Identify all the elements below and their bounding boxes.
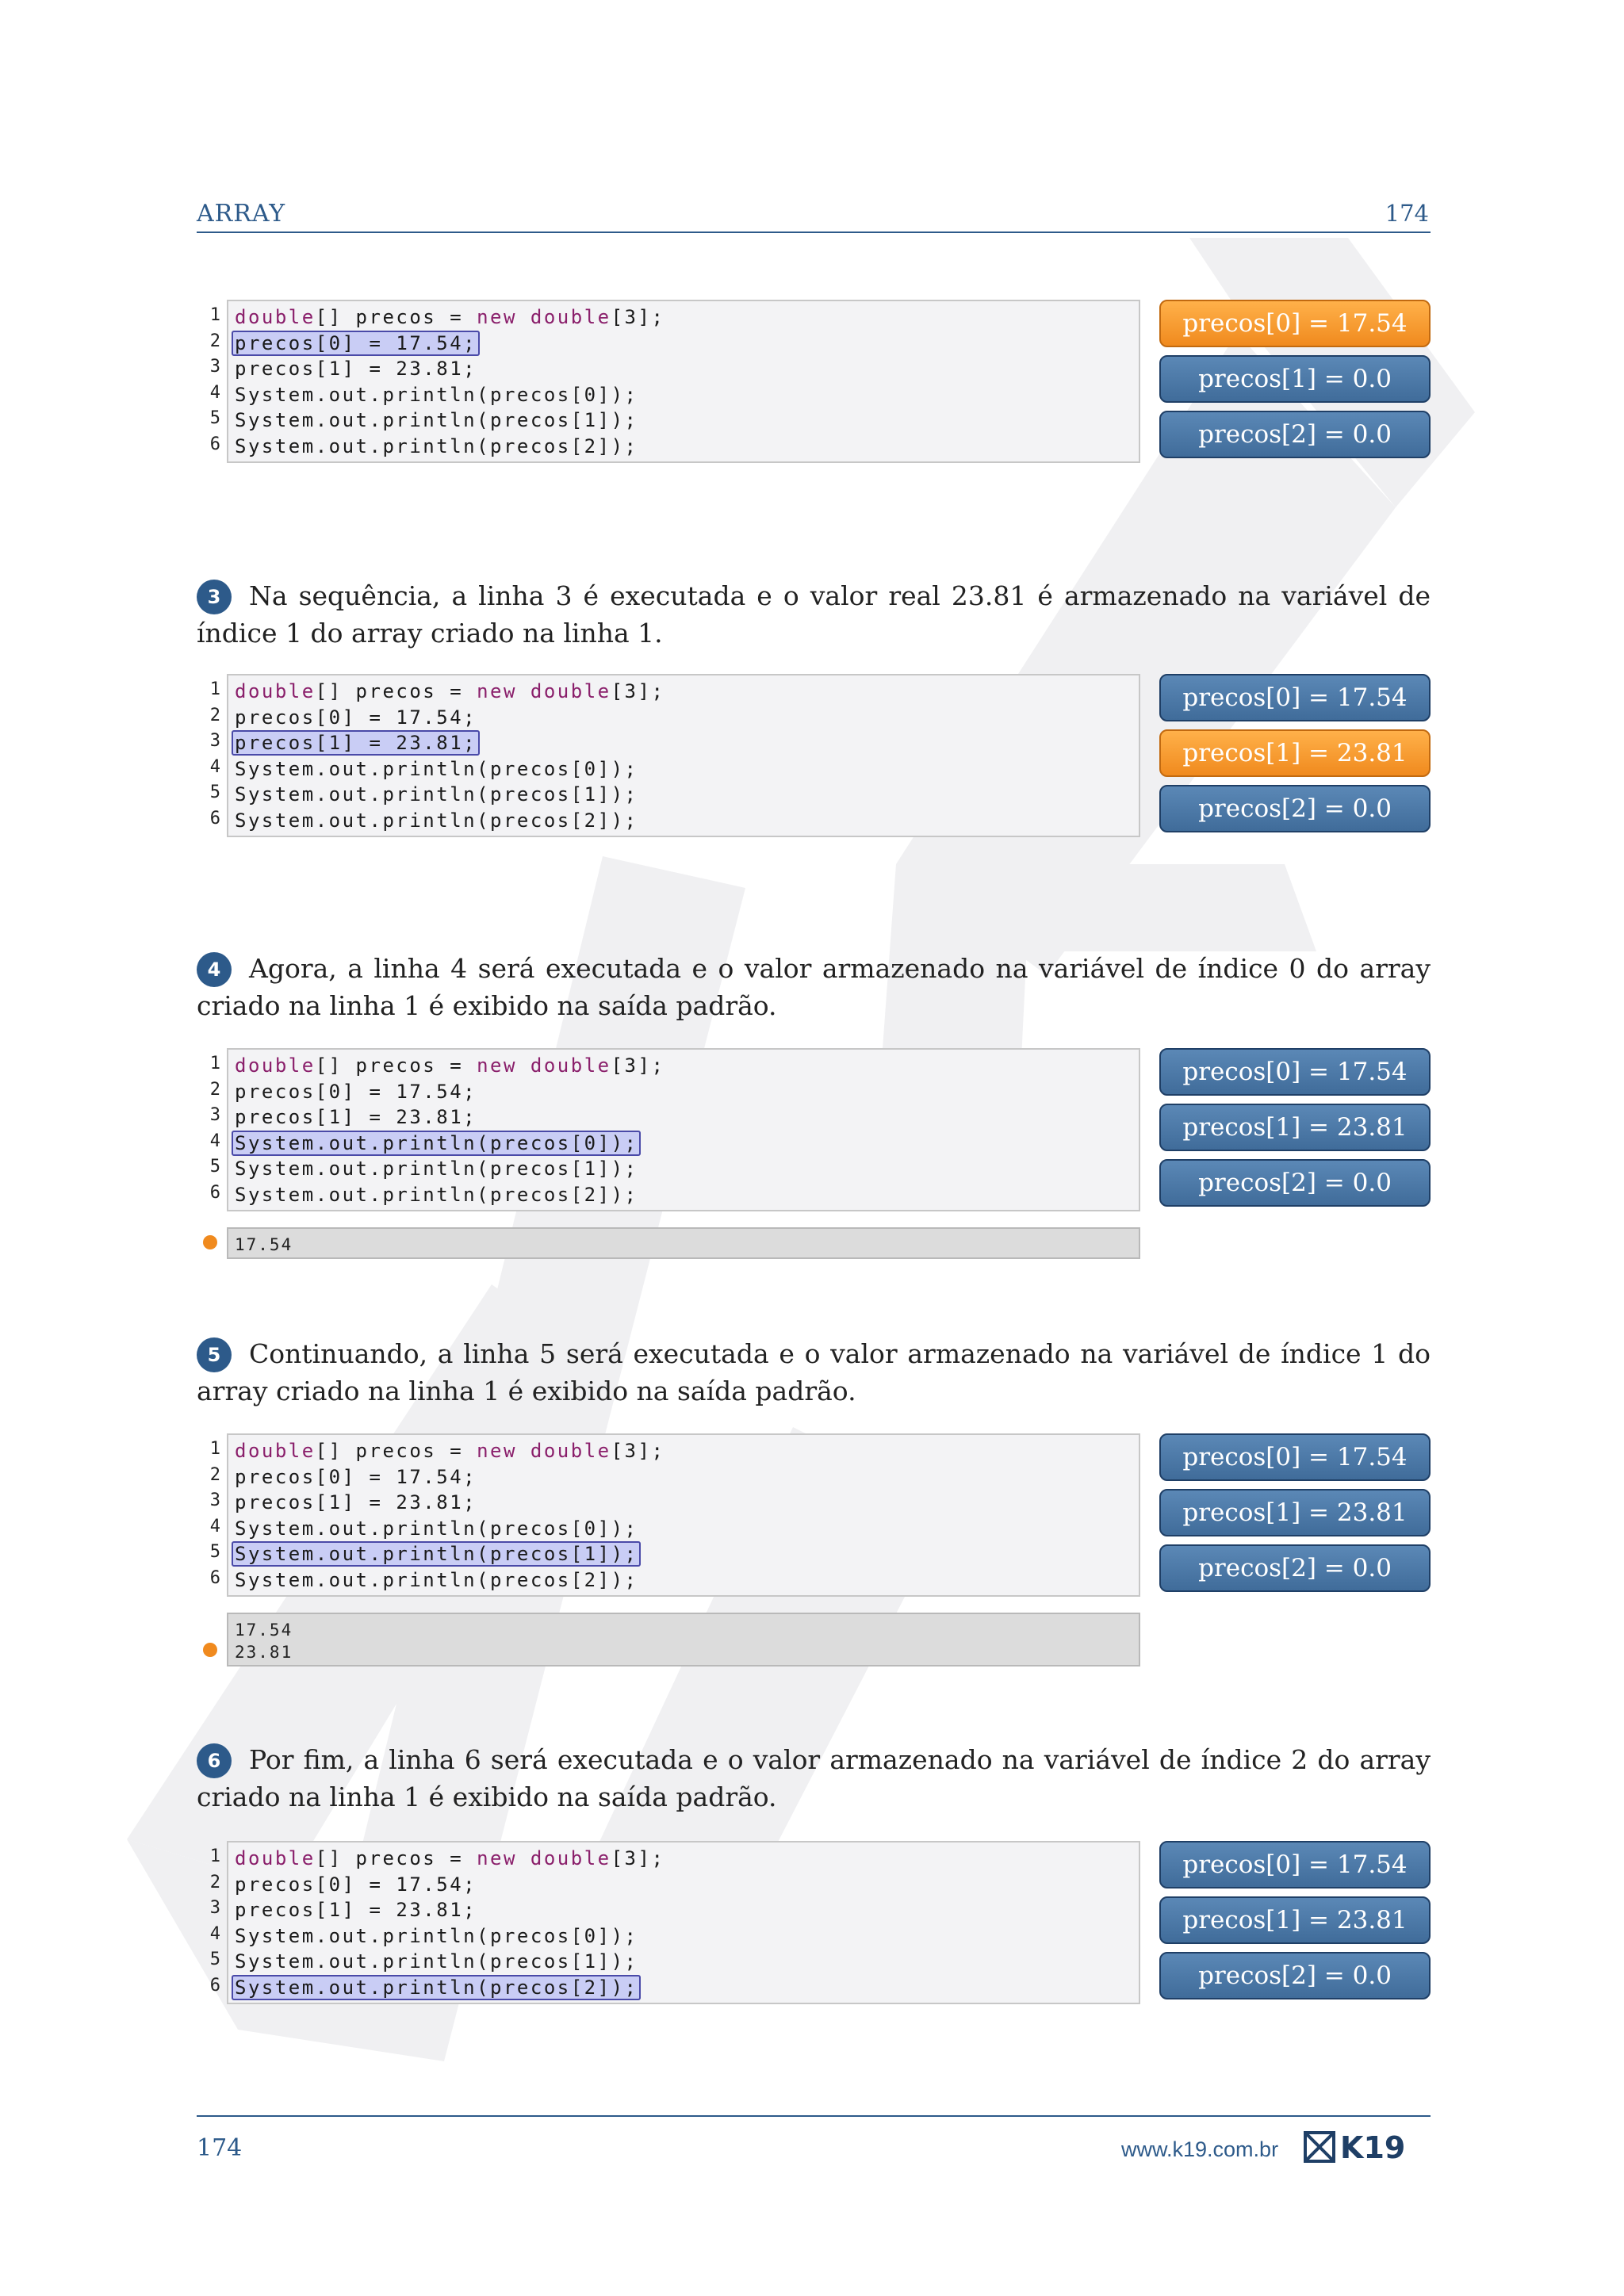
output-line: 23.81 [235, 1643, 293, 1662]
step-description [197, 1741, 1431, 1816]
highlighted-statement: precos[1] = 23.81; [232, 730, 480, 756]
array-variable-1: precos[1] = 23.81 [1159, 1104, 1431, 1151]
line-number: 2 [209, 1079, 220, 1100]
keyword: new [477, 680, 517, 702]
code-line: precos[1] = 23.81; [235, 1491, 477, 1514]
line-number: 1 [209, 679, 220, 699]
array-variable-0: precos[0] = 17.54 [1159, 674, 1431, 721]
array-variable-2: precos[2] = 0.0 [1159, 1544, 1431, 1592]
line-number: 6 [209, 808, 220, 828]
keyword: double [530, 1440, 611, 1462]
array-variable-2: precos[2] = 0.0 [1159, 411, 1431, 458]
footer-url[interactable]: www.k19.com.br [1121, 2137, 1279, 2161]
line-numbers [197, 677, 220, 832]
step-description [197, 950, 1431, 1024]
keyword: double [235, 1847, 316, 1869]
code-line: System.out.println(precos[1]); [235, 409, 638, 432]
line-number: 5 [209, 1950, 220, 1970]
highlighted-statement: precos[0] = 17.54; [232, 331, 480, 356]
line-number: 2 [209, 331, 220, 351]
line-number: 2 [209, 1464, 220, 1485]
code-line: System.out.println(precos[2]); [235, 434, 638, 457]
line-number: 1 [209, 1439, 220, 1459]
step-number-badge: 5 [197, 1337, 232, 1372]
code-line: precos[1] = 23.81; [235, 1106, 477, 1129]
array-variable-2: precos[2] = 0.0 [1159, 785, 1431, 832]
line-number: 6 [209, 1182, 220, 1203]
output-indicator-dot [203, 1235, 217, 1249]
output-indicator-dot [203, 1643, 217, 1657]
output-lines [235, 1234, 293, 1256]
array-variable-1: precos[1] = 23.81 [1159, 729, 1431, 777]
code-line: System.out.println(precos[1]); [235, 783, 638, 806]
code-line: System.out.println(precos[2]); [235, 1568, 638, 1591]
code-listing [227, 1433, 1140, 1597]
output-lines [235, 1619, 293, 1663]
step-text: Por fim, a linha 6 será executada e o valor armazenado na variável de índice 2 do array criado na linha 1 é exibido na saída padrão. [197, 1744, 1431, 1812]
line-number: 3 [209, 357, 220, 377]
code-line: System.out.println(precos[1]); [235, 1158, 638, 1181]
line-number: 4 [209, 1923, 220, 1944]
keyword: double [235, 1440, 316, 1462]
logo-text: K19 [1340, 2131, 1406, 2163]
keyword: double [530, 306, 611, 328]
step-number-badge: 6 [197, 1743, 232, 1778]
array-variable-0: precos[0] = 17.54 [1159, 1841, 1431, 1888]
array-variable-1: precos[1] = 23.81 [1159, 1896, 1431, 1944]
line-number: 3 [209, 1490, 220, 1511]
output-line: 17.54 [235, 1621, 293, 1640]
code-line [235, 730, 665, 756]
highlighted-statement: System.out.println(precos[0]); [232, 1131, 641, 1156]
keyword: new [477, 1847, 517, 1869]
step-number-badge: 4 [197, 952, 232, 987]
line-number: 5 [209, 408, 220, 429]
keyword: new [477, 306, 517, 328]
array-variable-2: precos[2] = 0.0 [1159, 1159, 1431, 1207]
line-number: 1 [209, 1054, 220, 1073]
standard-output [227, 1613, 1140, 1667]
code-line: double[] precos = new double[3]; [235, 1440, 665, 1462]
output-line: 17.54 [235, 1235, 293, 1254]
keyword: double [235, 306, 316, 328]
code-line: double[] precos = new double[3]; [235, 1847, 665, 1869]
code-line: double[] precos = new double[3]; [235, 680, 665, 702]
header-page-number: 174 [1385, 200, 1429, 227]
line-number: 4 [209, 756, 220, 777]
code-line: double[] precos = new double[3]; [235, 306, 665, 328]
code-line: System.out.println(precos[0]); [235, 757, 638, 780]
code-line: precos[0] = 17.54; [235, 1080, 477, 1103]
code-line: System.out.println(precos[0]); [235, 383, 638, 406]
step-text: Agora, a linha 4 será executada e o valor armazenado na variável de índice 0 do array criado na linha 1 é exibido na saída padrão. [197, 953, 1431, 1021]
line-number: 5 [209, 1542, 220, 1563]
line-number: 2 [209, 705, 220, 725]
code-listing [227, 1048, 1140, 1211]
array-variable-2: precos[2] = 0.0 [1159, 1952, 1431, 1999]
line-numbers [197, 303, 220, 458]
code-line [235, 1975, 665, 2001]
line-number: 3 [209, 731, 220, 752]
code-line: System.out.println(precos[1]); [235, 1950, 638, 1973]
code-line: precos[0] = 17.54; [235, 706, 477, 729]
line-number: 5 [209, 1157, 220, 1177]
code-line: precos[0] = 17.54; [235, 1465, 477, 1488]
code-line [235, 331, 665, 357]
keyword: double [530, 1054, 611, 1077]
code-lines [235, 679, 665, 834]
code-line: precos[1] = 23.81; [235, 358, 477, 381]
code-line: precos[1] = 23.81; [235, 1899, 477, 1922]
keyword: new [477, 1440, 517, 1462]
line-number: 5 [209, 783, 220, 803]
code-lines [235, 304, 665, 460]
step-number-badge: 3 [197, 580, 232, 614]
line-number: 1 [209, 305, 220, 325]
line-number: 1 [209, 1846, 220, 1866]
code-line: precos[0] = 17.54; [235, 1873, 477, 1896]
k19-logo [1304, 2131, 1431, 2166]
code-lines [235, 1846, 665, 2001]
footer-page-number: 174 [197, 2134, 243, 2162]
line-numbers [197, 1051, 220, 1207]
code-lines [235, 1053, 665, 1208]
keyword: double [235, 680, 316, 702]
keyword: double [530, 1847, 611, 1869]
code-lines [235, 1438, 665, 1594]
step-text: Na sequência, a linha 3 é executada e o valor real 23.81 é armazenado na variável de índice 1 do array criado na linha 1. [197, 580, 1431, 649]
header-rule [197, 232, 1431, 233]
line-number: 4 [209, 1516, 220, 1536]
line-number: 4 [209, 1131, 220, 1151]
line-number: 6 [209, 1567, 220, 1588]
array-variable-0: precos[0] = 17.54 [1159, 1048, 1431, 1096]
line-number: 6 [209, 1975, 220, 1996]
code-line: System.out.println(precos[2]); [235, 809, 638, 832]
array-variable-0: precos[0] = 17.54 [1159, 300, 1431, 347]
keyword: double [530, 680, 611, 702]
code-listing [227, 1841, 1140, 2004]
code-line: double[] precos = new double[3]; [235, 1054, 665, 1077]
keyword: new [477, 1054, 517, 1077]
array-variable-1: precos[1] = 0.0 [1159, 355, 1431, 403]
line-numbers [197, 1437, 220, 1592]
line-number: 2 [209, 1872, 220, 1892]
array-variable-1: precos[1] = 23.81 [1159, 1489, 1431, 1536]
footer-rule [197, 2115, 1431, 2117]
code-listing [227, 300, 1140, 463]
step-description [197, 1335, 1431, 1410]
line-number: 6 [209, 434, 220, 454]
line-number: 3 [209, 1898, 220, 1919]
code-listing [227, 674, 1140, 837]
standard-output [227, 1227, 1140, 1259]
code-line [235, 1541, 665, 1567]
chapter-title: ARRAY [197, 200, 286, 228]
code-line: System.out.println(precos[2]); [235, 1183, 638, 1206]
keyword: double [235, 1054, 316, 1077]
highlighted-statement: System.out.println(precos[2]); [232, 1975, 641, 2000]
line-number: 3 [209, 1105, 220, 1126]
step-description [197, 577, 1431, 652]
highlighted-statement: System.out.println(precos[1]); [232, 1541, 641, 1567]
line-numbers [197, 1844, 220, 1999]
code-line [235, 1131, 665, 1157]
line-number: 4 [209, 382, 220, 403]
code-line: System.out.println(precos[0]); [235, 1924, 638, 1947]
array-variable-0: precos[0] = 17.54 [1159, 1433, 1431, 1481]
code-line: System.out.println(precos[0]); [235, 1517, 638, 1540]
step-text: Continuando, a linha 5 será executada e o valor armazenado na variável de índice 1 do array criado na linha 1 é exibido na saída padrão. [197, 1338, 1431, 1406]
